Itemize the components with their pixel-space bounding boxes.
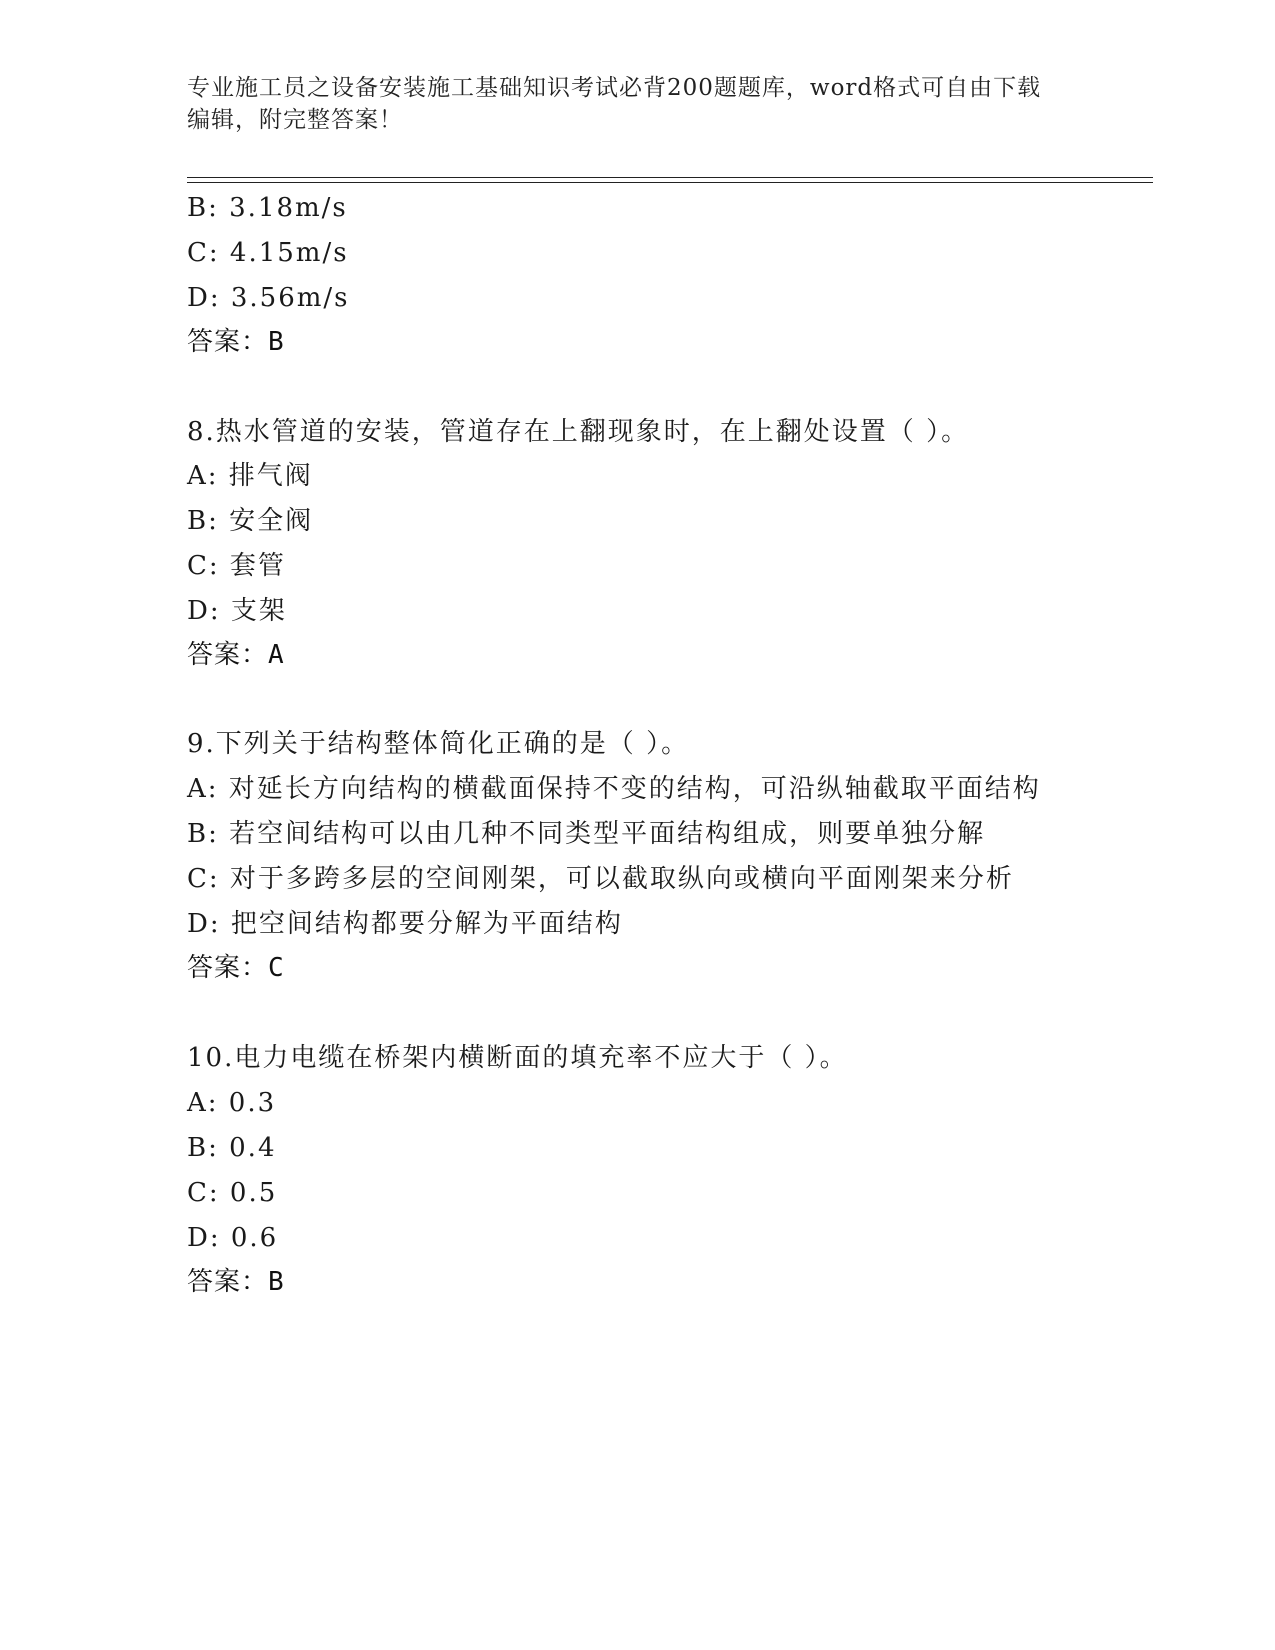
header-rule-bottom: [187, 182, 1153, 183]
q7-option-c: C: 4.15m/s: [187, 238, 349, 268]
q10-question: 10.电力电缆在桥架内横断面的填充率不应大于（ ）。: [187, 1043, 848, 1073]
q8-option-d: D: 支架: [187, 596, 287, 626]
answer-value: B: [268, 1267, 285, 1297]
q7-option-b: B: 3.18m/s: [187, 193, 348, 223]
q7-option-d: D: 3.56m/s: [187, 283, 350, 313]
answer-label: 答案：: [187, 640, 269, 670]
answer-value: C: [268, 953, 285, 983]
q10-answer: [187, 1267, 285, 1297]
answer-value: B: [268, 327, 285, 357]
answer-value: A: [268, 640, 285, 670]
q9-option-b: B: 若空间结构可以由几种不同类型平面结构组成，则要单独分解: [187, 819, 986, 849]
q9-answer: [187, 953, 285, 983]
header-line-2: 编辑，附完整答案！: [187, 107, 403, 133]
q10-option-c: C: 0.5: [187, 1178, 278, 1208]
q8-option-a: A: 排气阀: [187, 461, 313, 491]
q8-option-b: B: 安全阀: [187, 506, 314, 536]
q10-option-b: B: 0.4: [187, 1133, 277, 1163]
header-rule-top: [187, 177, 1153, 178]
answer-label: 答案：: [187, 1267, 269, 1297]
q8-question: 8.热水管道的安装，管道存在上翻现象时，在上翻处设置（ ）。: [187, 417, 970, 447]
q9-option-a: A: 对延长方向结构的横截面保持不变的结构，可沿纵轴截取平面结构: [187, 774, 1041, 804]
document-header: [187, 72, 1067, 136]
answer-label: 答案：: [187, 953, 269, 983]
q9-question: 9.下列关于结构整体简化正确的是（ ）。: [187, 729, 690, 759]
q9-option-d: D: 把空间结构都要分解为平面结构: [187, 909, 623, 939]
q8-option-c: C: 套管: [187, 551, 286, 581]
q10-option-a: A: 0.3: [187, 1088, 277, 1118]
q9-option-c: C: 对于多跨多层的空间刚架，可以截取纵向或横向平面刚架来分析: [187, 864, 1014, 894]
header-line-1: 专业施工员之设备安装施工基础知识考试必背200题题库，word格式可自由下载: [187, 75, 1042, 101]
answer-label: 答案：: [187, 327, 269, 357]
q7-answer: [187, 327, 285, 357]
q10-option-d: D: 0.6: [187, 1223, 279, 1253]
q8-answer: [187, 640, 285, 670]
